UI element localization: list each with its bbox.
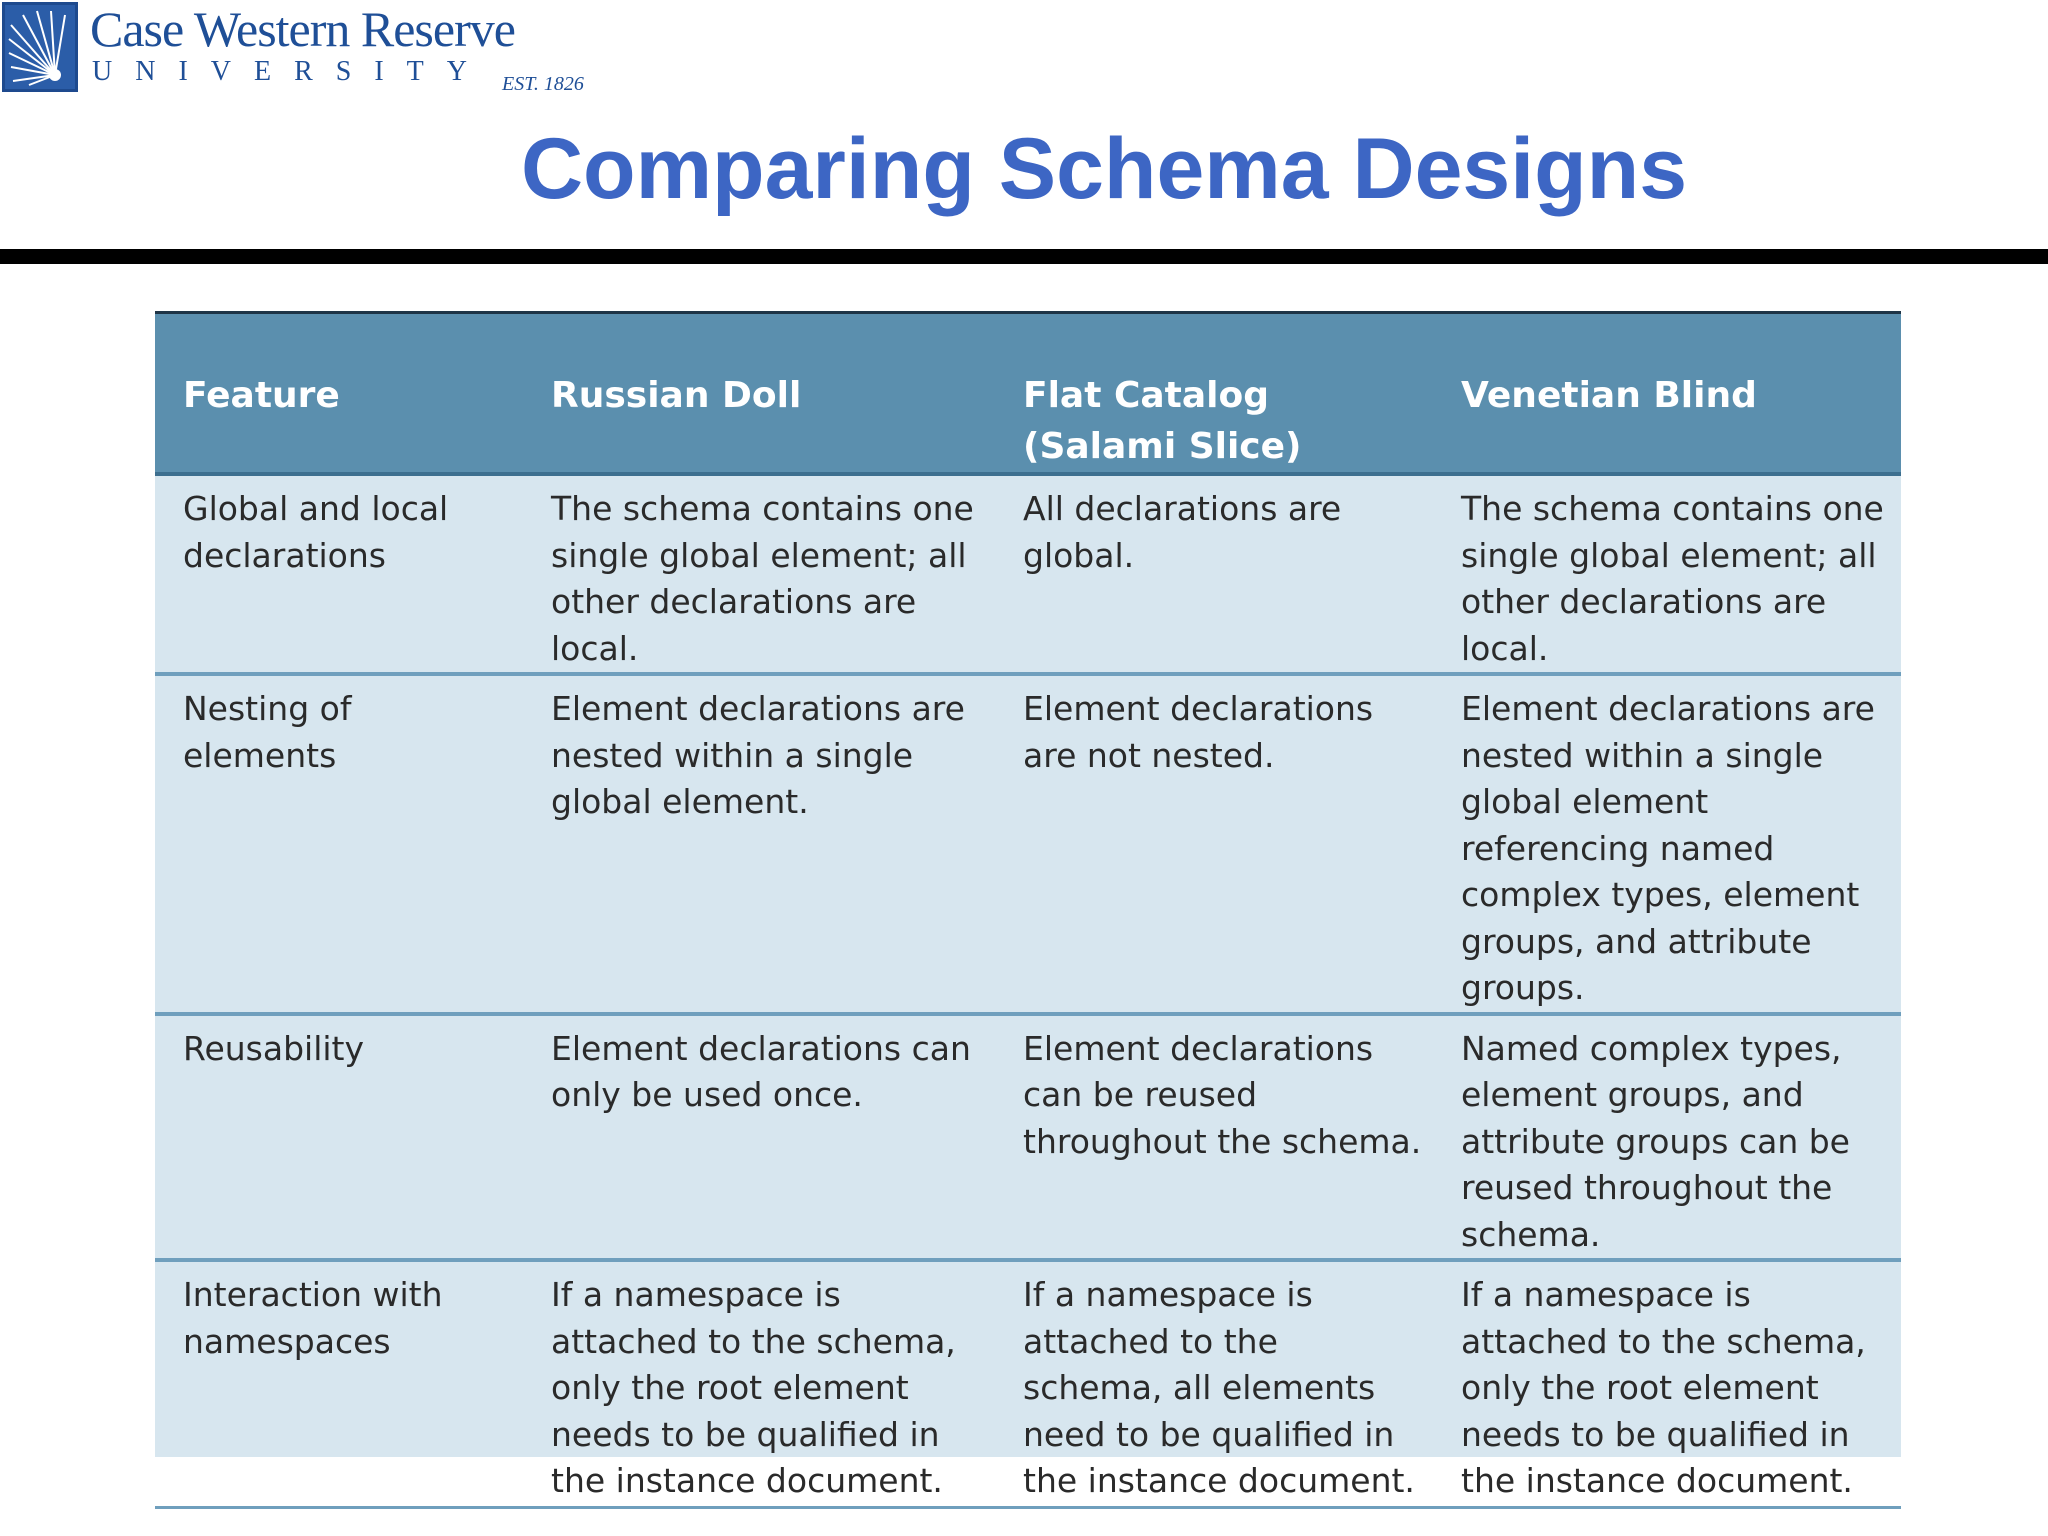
header-flat-catalog: Flat Catalog (Salami Slice) — [995, 314, 1433, 474]
cell-russian-doll: If a namespace is attached to the schema, only the root element needs to be qualified in the instance document. — [523, 1260, 995, 1507]
table-header-row — [155, 314, 1901, 474]
cell-venetian-blind: Element declarations are nested within a single global element referencing named complex types, element groups, and attribute groups. — [1433, 674, 1901, 1014]
cell-feature: Reusability — [155, 1014, 523, 1261]
cell-flat-catalog: Element declarations can be reused throughout the schema. — [995, 1014, 1433, 1261]
cell-venetian-blind: If a namespace is attached to the schema, only the root element needs to be qualified in the instance document. — [1433, 1260, 1901, 1507]
cell-feature: Interaction with namespaces — [155, 1260, 523, 1507]
cell-russian-doll: The schema contains one single global element; all other declarations are local. — [523, 474, 995, 674]
table-row — [155, 1014, 1901, 1261]
cell-feature: Nesting of elements — [155, 674, 523, 1014]
cell-feature: Global and local declarations — [155, 474, 523, 674]
cell-russian-doll: Element declarations are nested within a single global element. — [523, 674, 995, 1014]
comparison-table — [155, 314, 1901, 1509]
table-row — [155, 1260, 1901, 1507]
university-logo — [0, 0, 610, 100]
cell-venetian-blind: Named complex types, element groups, and attribute groups can be reused throughout the schema. — [1433, 1014, 1901, 1261]
logo-established: EST. 1826 — [502, 73, 584, 95]
cell-flat-catalog: Element declarations are not nested. — [995, 674, 1433, 1014]
cell-russian-doll: Element declarations can only be used once. — [523, 1014, 995, 1261]
header-venetian-blind: Venetian Blind — [1433, 314, 1901, 474]
title-divider — [0, 249, 2048, 264]
header-feature: Feature — [155, 314, 523, 474]
cell-flat-catalog: All declarations are global. — [995, 474, 1433, 674]
page-title: Comparing Schema Designs — [520, 121, 1688, 217]
sunburst-logo-icon — [2, 2, 78, 92]
header-russian-doll: Russian Doll — [523, 314, 995, 474]
table-row — [155, 474, 1901, 674]
logo-university: UNIVERSITY — [92, 56, 490, 87]
cell-flat-catalog: If a namespace is attached to the schema, all elements need to be qualified in the instance document. — [995, 1260, 1433, 1507]
table-row — [155, 674, 1901, 1014]
comparison-table-container — [155, 311, 1901, 1500]
logo-wordmark: Case Western Reserve — [90, 1, 515, 57]
cell-venetian-blind: The schema contains one single global element; all other declarations are local. — [1433, 474, 1901, 674]
